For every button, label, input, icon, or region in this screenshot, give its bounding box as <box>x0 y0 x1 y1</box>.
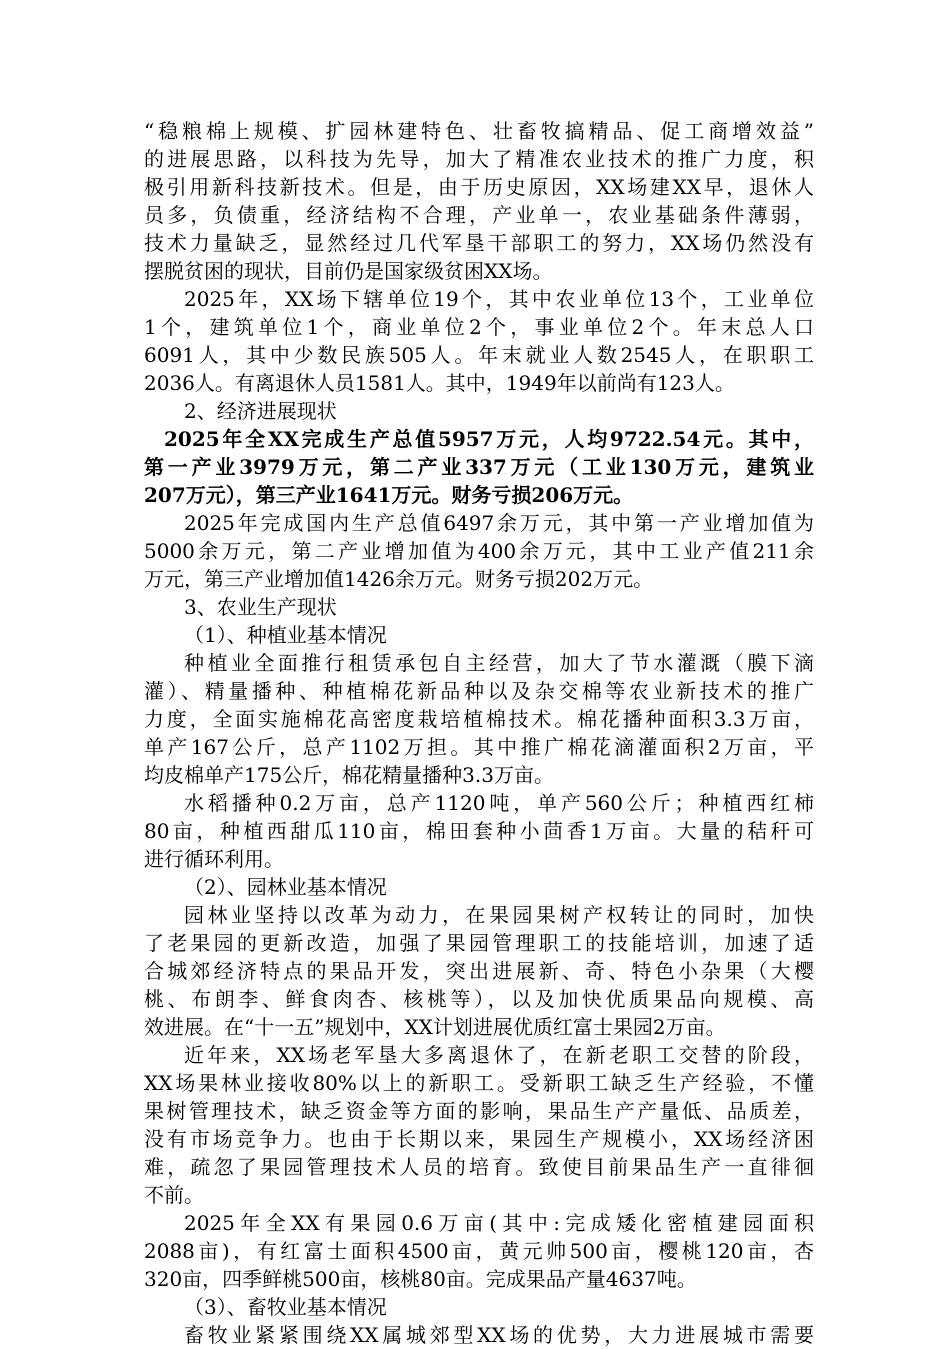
body-line: 员多，负债重，经济结构不合理，产业单一，农业基础条件薄弱， <box>144 203 814 227</box>
body-line: 2036人。有离退休人员1581人。其中，1949年以前尚有123人。 <box>144 371 735 395</box>
paragraph-start-line: 2025年全XX完成生产总值5957万元，人均9722.54元。其中， <box>164 427 814 451</box>
body-line: 极引用新科技新技术。但是，由于历史原因，XX场建XX早，退休人 <box>144 175 814 199</box>
body-line: 难，疏忽了果园管理技术人员的培育。致使目前果品生产一直徘徊 <box>144 1155 814 1179</box>
paragraph-start-line: 近年来，XX场老军垦大多离退休了，在新老职工交替的阶段， <box>184 1043 814 1067</box>
body-line: 摆脱贫困的现状，目前仍是国家级贫困XX场。 <box>144 259 553 283</box>
subsection-heading: （1）、种植业基本情况 <box>184 623 387 647</box>
body-line: 万元，第三产业增加值1426余万元。财务亏损202万元。 <box>144 567 654 591</box>
body-line: 6091人，其中少数民族505人。年末就业人数2545人，在职职工 <box>144 343 814 367</box>
paragraph-start-line: 种植业全面推行租赁承包自主经营，加大了节水灌溉（膜下滴 <box>184 651 814 675</box>
body-line: 进行循环利用。 <box>144 847 284 871</box>
subsection-heading: （3）、畜牧业基本情况 <box>184 1295 387 1319</box>
body-line: 的进展思路，以科技为先导，加大了精准农业技术的推广力度，积 <box>144 147 814 171</box>
body-line: 均皮棉单产175公斤，棉花精量播种3.3万亩。 <box>144 763 554 787</box>
paragraph-start-line: 2025年，XX场下辖单位19个，其中农业单位13个，工业单位 <box>184 287 814 311</box>
section-heading: 2、经济进展现状 <box>184 399 337 423</box>
body-line: 力度，全面实施棉花高密度栽培植棉技术。棉花播种面积3.3万亩， <box>144 707 814 731</box>
paragraph-start-line: 2025年全XX有果园0.6万亩(其中:完成矮化密植建园面积 <box>184 1211 814 1235</box>
body-line: 合城郊经济特点的果品开发，突出进展新、奇、特色小杂果（大樱 <box>144 959 814 983</box>
body-line: 单产167公斤，总产1102万担。其中推广棉花滴灌面积2万亩，平 <box>144 735 814 759</box>
body-line: “稳粮棉上规模、扩园林建特色、壮畜牧搞精品、促工商增效益” <box>144 119 814 143</box>
body-line: 没有市场竞争力。也由于长期以来，果园生产规模小，XX场经济困 <box>144 1127 814 1151</box>
body-line: 第一产业3979万元，第二产业337万元（工业130万元，建筑业 <box>144 455 814 479</box>
body-line: 桃、布朗李、鲜食肉杏、核桃等），以及加快优质果品向规模、高 <box>144 987 814 1011</box>
paragraph-start-line: 水稻播种0.2万亩，总产1120吨，单产560公斤；种植西红柿 <box>184 791 814 815</box>
body-line: 果树管理技术，缺乏资金等方面的影响，果品生产产量低、品质差， <box>144 1099 814 1123</box>
body-line: 了老果园的更新改造，加强了果园管理职工的技能培训，加速了适 <box>144 931 814 955</box>
subsection-heading: （2）、园林业基本情况 <box>184 875 387 899</box>
body-line: 207万元），第三产业1641万元。财务亏损206万元。 <box>144 483 634 507</box>
section-heading: 3、农业生产现状 <box>184 595 337 619</box>
body-line: 5000余万元，第二产业增加值为400余万元，其中工业产值211余 <box>144 539 814 563</box>
paragraph-start-line: 2025年完成国内生产总值6497余万元，其中第一产业增加值为 <box>184 511 814 535</box>
body-line: 2088亩)，有红富士面积4500亩，黄元帅500亩，樱桃120亩，杏 <box>144 1239 814 1263</box>
body-line: 效进展。在“十一五”规划中，XX计划进展优质红富士果园2万亩。 <box>144 1015 726 1039</box>
paragraph-start-line: 畜牧业紧紧围绕XX属城郊型XX场的优势，大力进展城市需要 <box>184 1323 814 1347</box>
paragraph-start-line: 园林业坚持以改革为动力，在果园果树产权转让的同时，加快 <box>184 903 814 927</box>
body-line: 不前。 <box>144 1183 204 1207</box>
body-line: 灌）、精量播种、种植棉花新品种以及杂交棉等农业新技术的推广 <box>144 679 814 703</box>
body-line: 技术力量缺乏，显然经过几代军垦干部职工的努力，XX场仍然没有 <box>144 231 814 255</box>
body-line: 1个，建筑单位1个，商业单位2个，事业单位2个。年末总人口 <box>144 315 814 339</box>
body-line: XX场果林业接收80%以上的新职工。受新职工缺乏生产经验，不懂 <box>144 1071 814 1095</box>
body-line: 80亩，种植西甜瓜110亩，棉田套种小茴香1万亩。大量的秸秆可 <box>144 819 814 843</box>
body-line: 320亩，四季鲜桃500亩，核桃80亩。完成果品产量4637吨。 <box>144 1267 697 1291</box>
